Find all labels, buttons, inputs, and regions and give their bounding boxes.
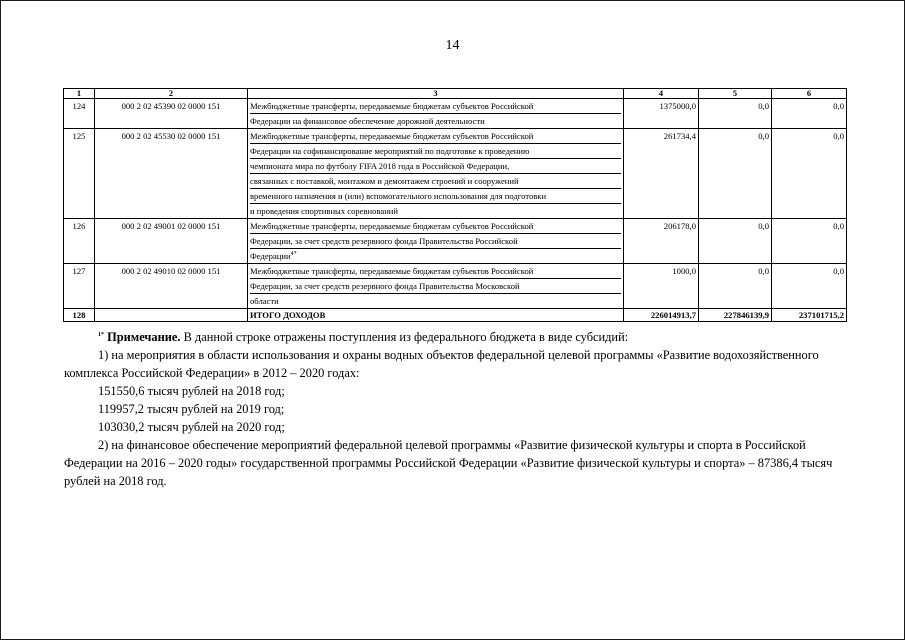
description-line-text: временного назначения и (или) вспомогательного использования для подготовки [250,191,547,201]
value-col6: 0,0 [772,264,847,309]
table-row [64,99,847,129]
column-header-3: 3 [248,89,624,99]
budget-code: 000 2 02 49001 02 0000 151 [95,219,248,264]
value-col6: 0,0 [772,129,847,219]
description-line [250,294,621,308]
description-line-text: Федерации, за счет средств резервного фонда Правительства Российской [250,236,518,246]
value-col5: 0,0 [699,219,772,264]
footnote-title: Примечание. [107,330,181,344]
table-row [64,219,847,264]
total-row-label: ИТОГО ДОХОДОВ [248,309,624,322]
column-header-2: 2 [95,89,248,99]
description-line [250,264,621,279]
footnote-block [64,328,844,490]
budget-code: 000 2 02 45530 02 0000 151 [95,129,248,219]
value-col4: 1375000,0 [624,99,699,129]
description-line-text: Межбюджетные трансферты, передаваемые бюджетам субъектов Российской [250,101,534,111]
description-line-text: Межбюджетные трансферты, передаваемые бюджетам субъектов Российской [250,266,534,276]
total-row-code [95,309,248,322]
column-header-6: 6 [772,89,847,99]
description-line [250,189,621,204]
value-col5: 0,0 [699,129,772,219]
row-description [248,264,624,309]
description-line [250,114,621,128]
column-header-4: 4 [624,89,699,99]
description-line [250,174,621,189]
description-line [250,234,621,249]
row-description [248,219,624,264]
description-line-text: Федерации [250,251,291,261]
description-line-text: связанных с поставкой, монтажом и демонтажем строений и сооружений [250,176,519,186]
value-col5: 0,0 [699,264,772,309]
description-line [250,159,621,174]
value-col6: 0,0 [772,219,847,264]
description-line-text: Межбюджетные трансферты, передаваемые бюджетам субъектов Российской [250,221,534,231]
footnote-item-1: 1) на мероприятия в области использования и охраны водных объектов федеральной целевой программы «Развитие водохозяйственного комплекса Российской Федерации» в 2012 – 2020 годах: [64,348,819,380]
description-line [250,219,621,234]
total-value-col4: 226014913,7 [624,309,699,322]
total-row [64,309,847,322]
description-line-text: Федерации на софинансирование мероприятий по подготовке к проведению [250,146,530,156]
column-header-5: 5 [699,89,772,99]
row-number: 126 [64,219,95,264]
description-line [250,144,621,159]
value-col4: 206178,0 [624,219,699,264]
description-line-text: Федерации, за счет средств резервного фонда Правительства Московской [250,281,520,291]
description-line-text: Федерации на финансовое обеспечение дорожной деятельности [250,116,485,126]
row-number: 127 [64,264,95,309]
description-line [250,129,621,144]
description-line [250,279,621,294]
budget-code: 000 2 02 45390 02 0000 151 [95,99,248,129]
footnote-intro-text: В данной строке отражены поступления из федерального бюджета в виде субсидий: [180,330,629,344]
total-row-number: 128 [64,309,95,322]
description-line [250,99,621,114]
description-line [250,249,621,263]
footnote-amount-2019: 119957,2 тысяч рублей на 2019 год; [98,402,285,416]
footnote-reference: 4* [290,251,297,258]
total-value-col5: 227846139,9 [699,309,772,322]
page-number: 14 [445,38,460,53]
description-line-text: и проведения спортивных соревнований [250,206,398,216]
row-number: 124 [64,99,95,129]
description-line-text: области [250,296,279,306]
footnote-amount-2018: 151550,6 тысяч рублей на 2018 год; [98,384,285,398]
budget-table [63,88,847,322]
footnote-amount-2020: 103030,2 тысяч рублей на 2020 год; [98,420,285,434]
row-number: 125 [64,129,95,219]
table-body [64,99,847,309]
value-col4: 261734,4 [624,129,699,219]
column-header-1: 1 [64,89,95,99]
value-col5: 0,0 [699,99,772,129]
description-line-text: чемпионата мира по футболу FIFA 2018 года в Российской Федерации, [250,161,510,171]
footnote-item-2: 2) на финансовое обеспечение мероприятий федеральной целевой программы «Развитие физической культуры и спорта в Российской Федерации на 2016 – 2020 годы» государственной программы Российской Федерации «Развитие физической культуры и спорта» – 87386,4 тысяч рублей на 2018 год. [64,438,833,488]
table-header-row [64,89,847,99]
budget-code: 000 2 02 49010 02 0000 151 [95,264,248,309]
row-description [248,129,624,219]
value-col6: 0,0 [772,99,847,129]
footnote-marker: 1* [98,331,104,338]
table-row [64,264,847,309]
table-row [64,129,847,219]
total-value-col6: 237101715,2 [772,309,847,322]
description-line [250,204,621,218]
description-line-text: Межбюджетные трансферты, передаваемые бюджетам субъектов Российской [250,131,534,141]
footnote-intro [64,328,844,346]
value-col4: 1000,0 [624,264,699,309]
row-description [248,99,624,129]
